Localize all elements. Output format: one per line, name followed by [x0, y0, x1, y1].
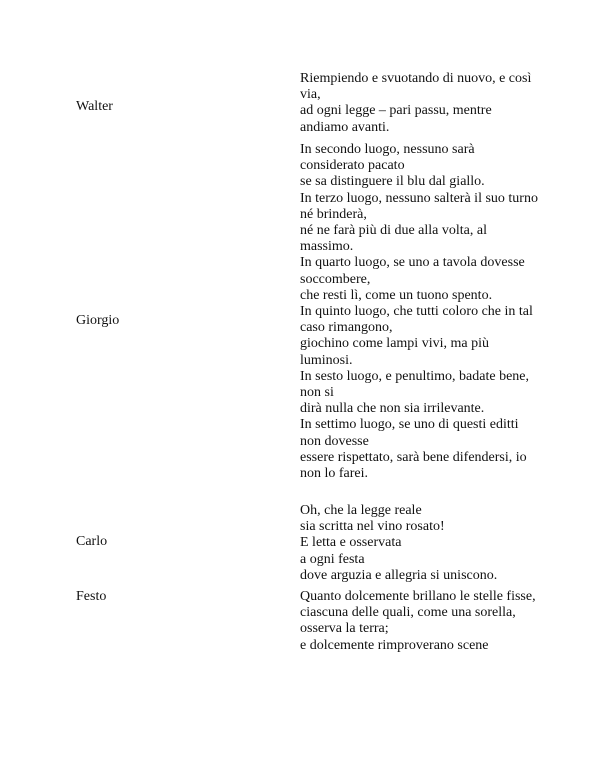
verse-block [300, 142, 540, 482]
verse-line: sia scritta nel vino rosato! [300, 519, 445, 535]
verse-line: dove arguzia e allegria si uniscono. [300, 567, 498, 583]
verse-line: In secondo luogo, nessuno sarà considerato pacato [300, 142, 475, 174]
verse-line: essere rispettato, sarà bene difendersi, io non lo farei. [300, 449, 527, 482]
verse-line: dirà nulla che non sia irrilevante. [300, 401, 485, 417]
verse-line: e dolcemente rimproverano scene [300, 637, 489, 653]
verse-line: se sa distinguere il blu dal giallo. [300, 174, 485, 190]
verse-line: In terzo luogo, nessuno salterà il suo turno né brinderà, [300, 190, 538, 222]
verse-line: a ogni festa [300, 551, 365, 567]
speaker-name: Festo [76, 589, 107, 604]
verse-line: Riempiendo e svuotando di nuovo, e così via, [300, 71, 532, 103]
speaker-name: Walter [76, 99, 113, 114]
verse-line: Quanto dolcemente brillano le stelle fisse, [300, 589, 536, 604]
verse-line: In quinto luogo, che tutti coloro che in tal caso rimangono, [300, 304, 533, 336]
verse-line: né ne farà più di due alla volta, al massimo. [300, 223, 487, 255]
verse-line: giochino come lampi vivi, ma più luminosi. [300, 336, 489, 368]
verse-line: ciascuna delle quali, come una sorella, osserva la terra; [300, 605, 516, 637]
verse-line: Oh, che la legge reale [300, 503, 422, 518]
speaker-name: Carlo [76, 534, 108, 549]
speaker-name: Giorgio [76, 313, 120, 328]
verse-line: che resti lì, come un tuono spento. [300, 287, 493, 303]
verse-block [300, 589, 540, 654]
verse-line: In sesto luogo, e penultimo, badate bene, non si [300, 368, 529, 401]
verse-block [300, 71, 540, 136]
verse-block [300, 503, 540, 584]
verse-line: In settimo luogo, se uno di questi editti non dovesse [300, 417, 519, 449]
verse-line: E letta e osservata [300, 535, 402, 551]
verse-line: In quarto luogo, se uno a tavola dovesse soccombere, [300, 255, 525, 287]
verse-line: ad ogni legge – pari passu, mentre andiamo avanti. [300, 103, 492, 135]
